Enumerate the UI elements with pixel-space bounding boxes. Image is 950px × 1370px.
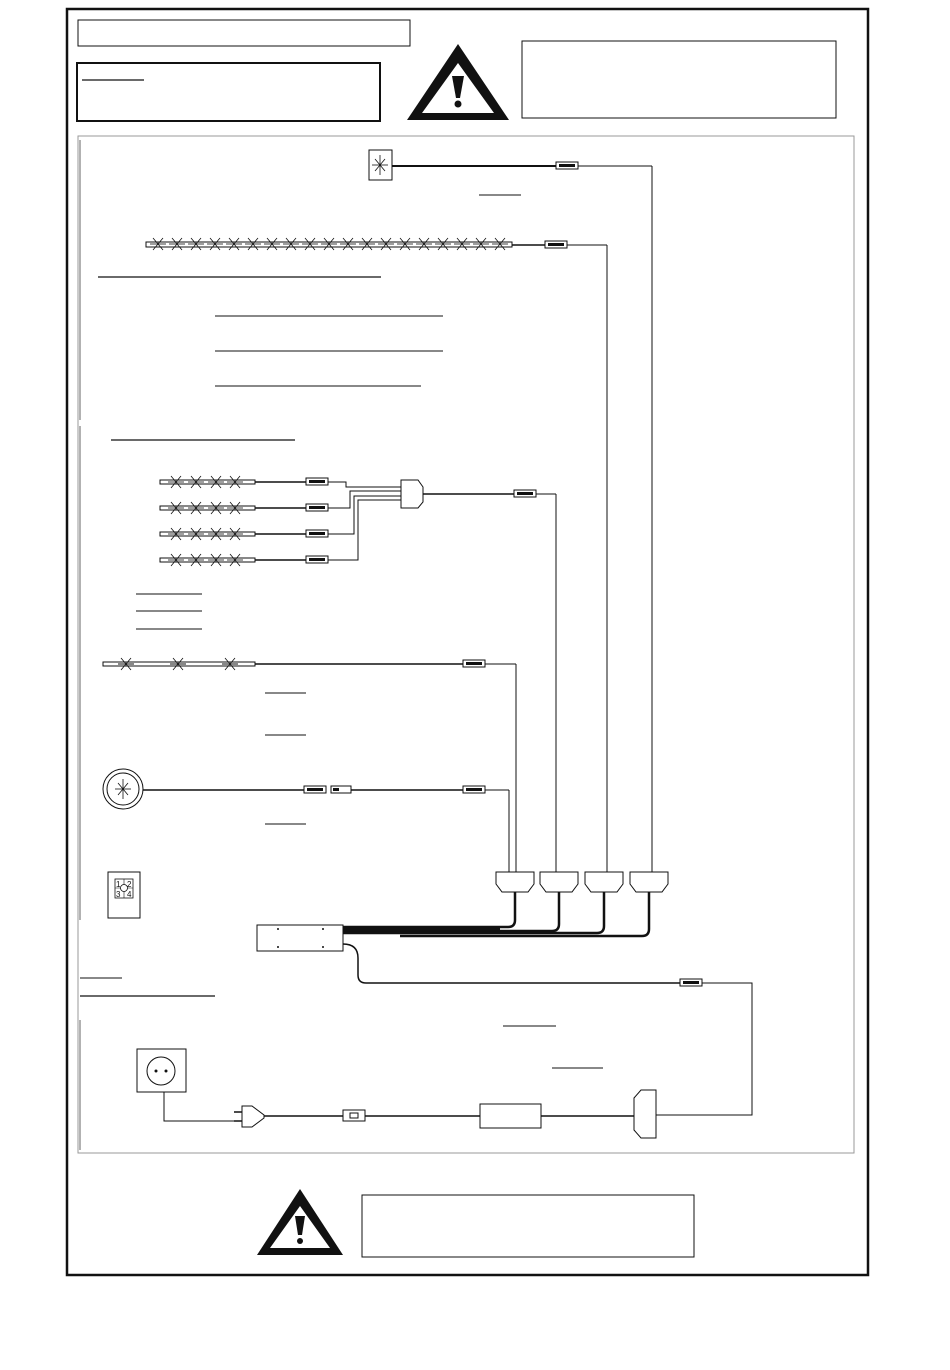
hub-connector bbox=[496, 872, 534, 892]
warning-text-box-bottom bbox=[362, 1195, 694, 1257]
warning-icon bbox=[257, 1189, 343, 1255]
star-strip-long bbox=[146, 238, 512, 250]
round-lamp-icon bbox=[103, 769, 143, 809]
connector bbox=[556, 162, 578, 169]
keypad-key-4: 4 bbox=[127, 890, 132, 899]
output-connector bbox=[634, 1090, 656, 1138]
star-strip-sparse bbox=[103, 658, 255, 670]
outer-frame bbox=[67, 9, 868, 1275]
keypad-key-1: 1 bbox=[116, 880, 121, 889]
hub-connector bbox=[585, 872, 623, 892]
keypad-key-3: 3 bbox=[116, 890, 121, 899]
keypad-key-2: 2 bbox=[127, 880, 132, 889]
warning-icon bbox=[407, 44, 509, 120]
power-socket-icon bbox=[137, 1049, 186, 1092]
warning-text-box-top bbox=[522, 41, 836, 118]
lamp-icon bbox=[369, 150, 392, 180]
keypad-icon bbox=[108, 872, 140, 918]
power-transformer bbox=[480, 1104, 541, 1128]
short-strips bbox=[160, 476, 255, 566]
splitter bbox=[401, 480, 423, 508]
plug-icon bbox=[234, 1106, 264, 1127]
notice-box bbox=[77, 63, 380, 121]
hub-connector bbox=[630, 872, 668, 892]
connector bbox=[545, 241, 567, 248]
inline-switch bbox=[343, 1110, 365, 1121]
inner-panel bbox=[78, 136, 854, 1153]
hub-connector bbox=[540, 872, 578, 892]
controller-box bbox=[257, 925, 343, 951]
title-box bbox=[78, 20, 410, 46]
